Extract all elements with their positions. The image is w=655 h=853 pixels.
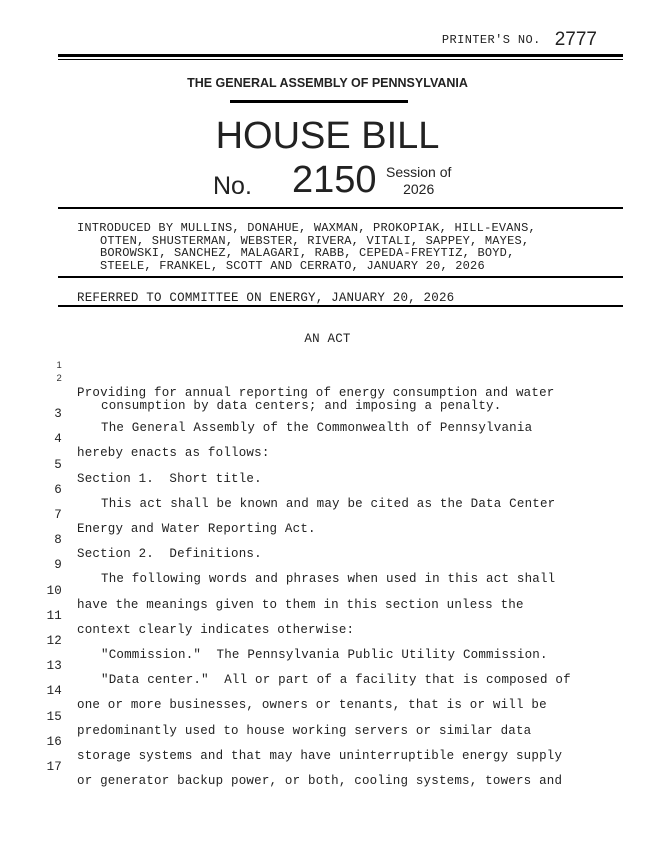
line-number: 15	[46, 710, 62, 724]
bill-number-label: No.	[213, 172, 252, 200]
printers-number-block	[442, 29, 597, 51]
line-number: 16	[46, 735, 62, 749]
line-number: 2	[56, 373, 62, 384]
line-text: Energy and Water Reporting Act.	[77, 522, 316, 536]
line-number: 6	[54, 483, 62, 497]
bill-type-title: HOUSE BILL	[215, 115, 440, 157]
referred-to-committee: REFERRED TO COMMITTEE ON ENERGY, JANUARY 20, 2026	[77, 291, 455, 305]
line-number: 3	[54, 407, 62, 421]
printers-number-value: 2777	[554, 29, 597, 50]
top-rule-thick	[58, 54, 623, 57]
an-act-heading: AN ACT	[304, 332, 351, 346]
line-text: consumption by data centers; and imposing a penalty.	[101, 399, 502, 413]
referred-bottom-rule	[58, 305, 623, 307]
line-text: context clearly indicates otherwise:	[77, 623, 355, 637]
line-number: 13	[46, 659, 62, 673]
line-text: "Commission." The Pennsylvania Public Utility Commission.	[101, 648, 548, 662]
line-number: 4	[54, 432, 62, 446]
line-text: "Data center." All or part of a facility that is composed of	[101, 673, 571, 687]
introduced-line: BOROWSKI, SANCHEZ, MALAGARI, RABB, CEPEDA-FREYTIZ, BOYD,	[100, 246, 515, 260]
line-text: Section 1. Short title.	[77, 472, 262, 486]
line-number: 5	[54, 458, 62, 472]
line-text: one or more businesses, owners or tenants, that is or will be	[77, 698, 547, 712]
line-number: 10	[46, 584, 62, 598]
line-text: predominantly used to house working servers or similar data	[77, 724, 532, 738]
session-block	[386, 164, 451, 198]
bill-line	[0, 746, 655, 802]
assembly-heading: THE GENERAL ASSEMBLY OF PENNSYLVANIA	[187, 76, 468, 90]
line-number: 17	[46, 760, 62, 774]
line-number: 14	[46, 684, 62, 698]
line-text: have the meanings given to them in this section unless the	[77, 598, 524, 612]
introduced-by-block	[77, 222, 536, 272]
line-text: This act shall be known and may be cited as the Data Center	[101, 497, 556, 511]
line-text: The General Assembly of the Commonwealth of Pennsylvania	[101, 421, 533, 435]
line-number: 1	[56, 360, 62, 371]
introduced-line: INTRODUCED BY MULLINS, DONAHUE, WAXMAN, PROKOPIAK, HILL-EVANS,	[77, 221, 536, 235]
line-text: The following words and phrases when used in this act shall	[101, 572, 556, 586]
line-text: Section 2. Definitions.	[77, 547, 262, 561]
introduced-line: STEELE, FRANKEL, SCOTT AND CERRATO, JANUARY 20, 2026	[100, 258, 485, 273]
line-number: 12	[46, 634, 62, 648]
top-rule-thin	[58, 59, 623, 60]
printers-number-label: PRINTER'S NO.	[441, 33, 541, 47]
introduced-bottom-rule	[58, 276, 623, 278]
session-label: Session of	[386, 164, 452, 180]
introduced-top-rule	[58, 207, 623, 209]
introduced-line: OTTEN, SHUSTERMAN, WEBSTER, RIVERA, VITALI, SAPPEY, MAYES,	[100, 233, 530, 248]
line-text: or generator backup power, or both, cooling systems, towers and	[77, 774, 563, 788]
line-number: 9	[54, 558, 62, 572]
line-number: 11	[46, 609, 62, 623]
line-number: 8	[54, 533, 62, 547]
line-text: hereby enacts as follows:	[77, 446, 270, 460]
line-text: storage systems and that may have uninterruptible energy supply	[77, 749, 563, 763]
line-text: Providing for annual reporting of energy consumption and water	[77, 386, 555, 400]
session-year: 2026	[403, 181, 435, 197]
assembly-underline	[230, 100, 408, 103]
line-number: 7	[54, 508, 62, 522]
bill-number: 2150	[292, 159, 377, 201]
